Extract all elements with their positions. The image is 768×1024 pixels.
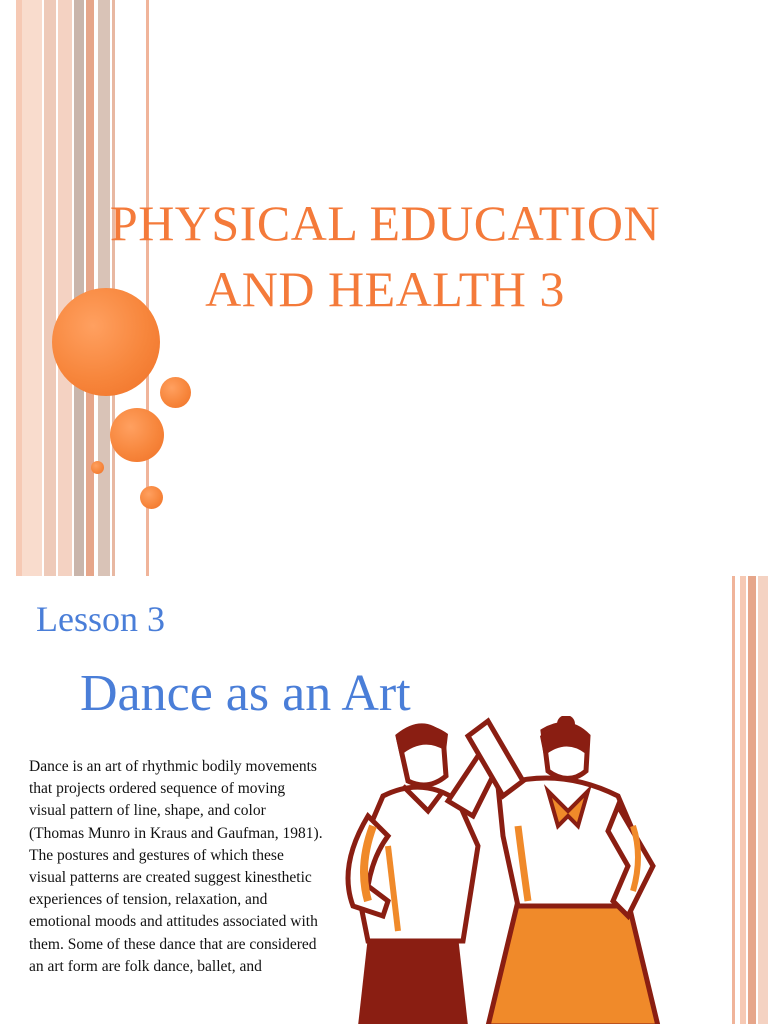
- slide-title: [40, 190, 730, 322]
- title-line-2: AND HEALTH 3: [205, 261, 565, 317]
- lesson-body-text: Dance is an art of rhythmic bodily movements that projects ordered sequence of moving visual pattern of line, shape, and color (Thomas Munro in Kraus and Gaufman, 1981). The postures and gestures of which these visual patterns are created suggest kinesthetic experiences of tension, relaxation, and emotional moods and attitudes associated with them. Some of these dance that are considered an art form are folk dance, ballet, and: [29, 758, 323, 975]
- small-circle: [140, 486, 163, 509]
- lesson-slide: [0, 576, 768, 1024]
- tiny-circle: [91, 461, 104, 474]
- lesson-label: Lesson 3: [36, 599, 165, 639]
- dancing-couple-illustration: [328, 716, 673, 1024]
- woman-figure: [468, 716, 658, 1024]
- man-figure: [348, 725, 498, 1024]
- lesson-heading: Dance as an Art: [80, 665, 411, 722]
- medium-circle: [110, 408, 164, 462]
- small-circle: [160, 377, 191, 408]
- title-line-1: PHYSICAL EDUCATION: [109, 195, 661, 251]
